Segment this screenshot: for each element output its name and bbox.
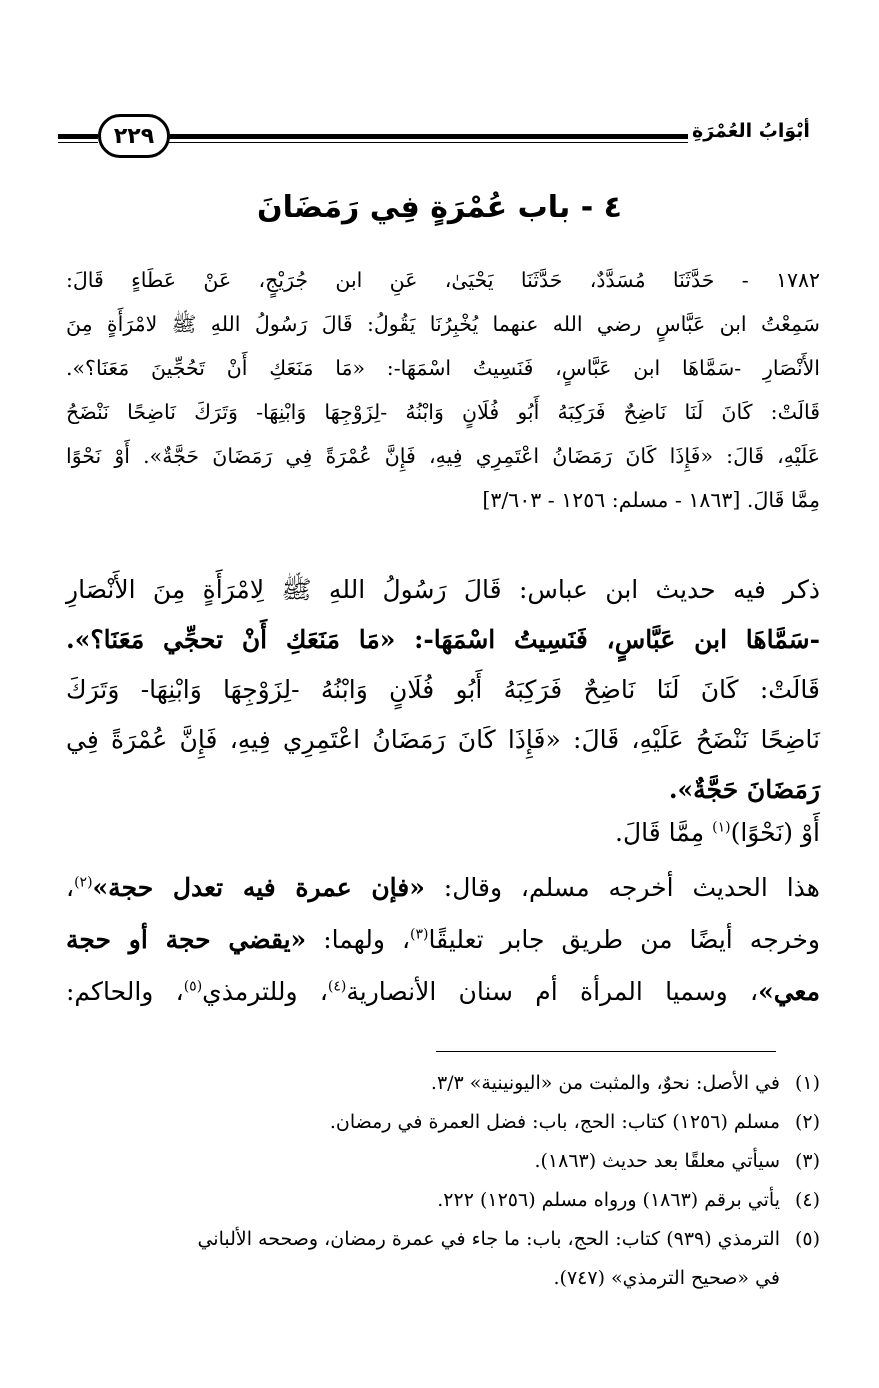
chapter-title: ٤ - باب عُمْرَةٍ فِي رَمَضَانَ: [257, 190, 622, 225]
quote-run: «يقضي حجة أو حجة: [66, 925, 307, 954]
hadith-line: الأَنْصَارِ -سَمَّاهَا ابن عَبَّاسٍ، فَنَسِيتُ اسْمَهَا-: «مَا مَنَعَكِ أَنْ تَحُجِّينَ مَعَنَا؟».: [66, 356, 820, 380]
paragraph-2-line-2: [66, 914, 820, 966]
footnote-4: [66, 1181, 820, 1220]
footnote-separator: [436, 1051, 776, 1052]
commentary-line: قَالَتْ: كَانَ لَنَا نَاضِحٌ فَرَكِبَهُ أَبُو فُلَانٍ وَابْنُهُ -لِزَوْجِهَا وَابْنِهَا- وَتَرَكَ: [66, 675, 820, 704]
footnote-5: [66, 1220, 820, 1259]
or-similar-line: [66, 808, 820, 858]
hadith-text: [66, 258, 820, 522]
footnote-5-continuation: في «صحيح الترمذي» (٧٤٧).: [553, 1267, 780, 1289]
hadith-line: عَلَيْهِ، قَالَ: «فَإِذَا كَانَ رَمَضَانُ اعْتَمِرِي فِيهِ، فَإِنَّ عُمْرَةً فِي رَمَضَانَ حَجَّةٌ». أَوْ نَحْوًا: [66, 444, 820, 468]
hadith-line: سَمِعْتُ ابن عَبَّاسٍ رضي الله عنهما يُخْبِرُنَا يَقُولُ: قَالَ رَسُولُ اللهِ ﷺ لامْرَأَةٍ مِنَ: [66, 312, 820, 336]
quote-run: «فإن عمرة فيه تعدل حجة»: [92, 873, 425, 902]
footnotes: [66, 1064, 820, 1298]
text-run: ،: [66, 873, 75, 902]
footnote-text: الترمذي (٩٣٩) كتاب: الحج، باب: ما جاء في عمرة رمضان، وصححه الألباني: [197, 1228, 780, 1250]
footnote-ref: (٤): [327, 978, 347, 995]
footnote-ref: (١): [712, 819, 731, 836]
footnote-ref: (٥): [183, 978, 203, 995]
text-run: ، وسميا المرأة أم سنان الأنصارية: [346, 977, 759, 1006]
running-header: [58, 112, 818, 162]
commentary-line: -سَمَّاهَا ابن عَبَّاسٍ، فَنَسِيتُ اسْمَهَا-: «مَا مَنَعَكِ أَنْ تحجِّي مَعَنَا؟».: [66, 625, 820, 654]
footnote-3: [66, 1142, 820, 1181]
footnote-1: [66, 1064, 820, 1103]
footnote-number: (٢): [794, 1111, 820, 1133]
text-run: وخرجه أيضًا من طريق جابر تعليقًا: [428, 925, 820, 954]
footnote-2: [66, 1103, 820, 1142]
text-run: ، والحاكم:: [66, 977, 184, 1006]
quote-run: معي»: [758, 977, 821, 1006]
footnote-text: سيأتي معلقًا بعد حديث (١٨٦٣).: [534, 1150, 780, 1172]
commentary-paragraph-2: [66, 862, 820, 1018]
commentary-line: ذكر فيه حديث ابن عباس: قَالَ رَسُولُ اللهِ ﷺ لِامْرَأَةٍ مِنَ الأَنْصَارِ: [66, 575, 820, 604]
header-rule: [168, 134, 688, 139]
text-run: ، وللترمذي: [202, 977, 328, 1006]
or-similar-text: أَوْ (نَحْوًا): [730, 818, 820, 847]
header-title: أبْوَابُ العُمْرَةِ: [692, 120, 810, 142]
hadith-line: قَالَتْ: كَانَ لَنَا نَاضِحٌ فَرَكِبَهُ أَبُو فُلَانٍ وَابْنُهُ -لِزَوْجِهَا وَابْنِهَا- وَتَرَكَ نَاضِحًا نَنْضَحُ: [66, 400, 820, 424]
footnote-number: (٣): [794, 1150, 820, 1172]
footnote-number: (٥): [794, 1228, 820, 1250]
text-run: هذا الحديث أخرجه مسلم، وقال:: [424, 873, 820, 902]
text-run: ، ولهما:: [306, 925, 411, 954]
paragraph-2-line-3: [66, 966, 820, 1018]
or-similar-tail: مِمَّا قَالَ.: [615, 818, 713, 847]
page-number: ٢٢٩: [113, 123, 155, 149]
header-rule-left: [58, 134, 98, 139]
footnote-number: (٤): [794, 1189, 820, 1211]
page-number-frame: [98, 114, 170, 158]
header-rule-thin: [168, 142, 688, 143]
footnote-text: في الأصل: نحوٌ، والمثبت من «اليونينية» ٣/٣.: [430, 1072, 780, 1094]
hadith-line: مِمَّا قَالَ. [١٨٦٣ - مسلم: ١٢٥٦ - ٣/٦٠٣]: [482, 488, 820, 512]
footnote-text: مسلم (١٢٥٦) كتاب: الحج، باب: فضل العمرة في رمضان.: [329, 1111, 780, 1133]
footnote-ref: (٢): [74, 874, 93, 891]
footnote-number: (١): [794, 1072, 820, 1094]
hadith-line: ١٧٨٢ - حَدَّثَنَا مُسَدَّدٌ، حَدَّثَنَا يَحْيَىٰ، عَنِ ابن جُرَيْجٍ، عَنْ عَطَاءٍ قَالَ:: [66, 268, 820, 292]
footnote-ref: (٣): [410, 926, 429, 943]
paragraph-2-line-1: [66, 862, 820, 914]
footnote-text: يأتي برقم (١٨٦٣) ورواه مسلم (١٢٥٦) ٢٢٢.: [437, 1189, 780, 1211]
header-rule-left-thin: [58, 142, 98, 143]
commentary-paragraph-1: [66, 565, 820, 815]
commentary-line: نَاضِحًا نَنْضَحُ عَلَيْهِ، قَالَ: «فَإِذَا كَانَ رَمَضَانُ اعْتَمِرِي فِيهِ، فَإِنَّ عُمْرَةً فِي: [66, 725, 820, 754]
commentary-line: رَمَضَانَ حَجَّةٌ».: [668, 775, 820, 804]
